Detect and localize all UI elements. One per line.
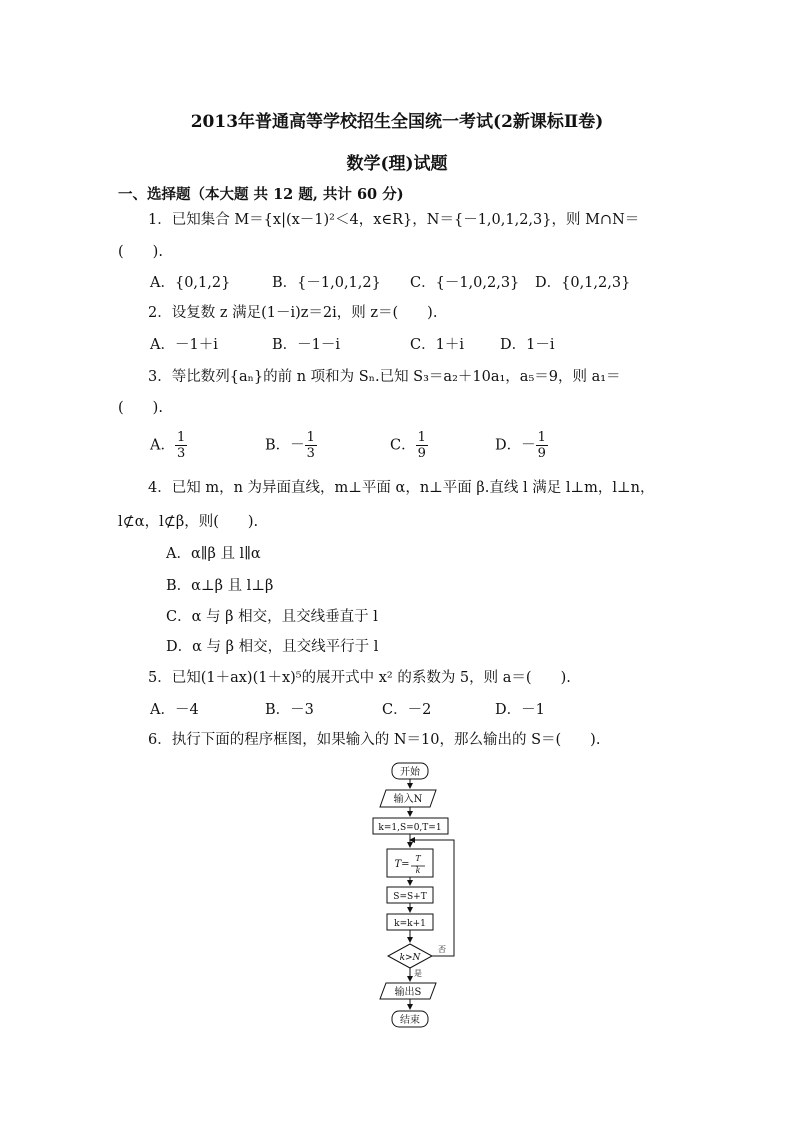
q1-option-c: C．{－1,0,2,3} xyxy=(410,275,520,291)
flow-t-num: T xyxy=(415,854,421,863)
flow-no-label: 否 xyxy=(438,945,446,954)
question-4-text: 4．已知 m，n 为异面直线，m⊥平面 α，n⊥平面 β.直线 l 满足 l⊥m，l⊥n， xyxy=(148,480,655,496)
q2-option-c: C．1＋i xyxy=(410,337,464,353)
q3-option-b-letter: B． xyxy=(265,437,291,454)
flow-s-label: S=S+T xyxy=(393,892,427,902)
flow-t-lhs: T= xyxy=(394,859,410,870)
q5-option-d: D．－1 xyxy=(495,702,545,718)
q3-option-b: B．－ $\frac{1}{3}$ xyxy=(265,430,315,461)
q3-option-c xyxy=(390,430,428,461)
q3-option-d-num: 1 xyxy=(537,430,546,445)
exam-title: 2013年普通高等学校招生全国统一考试(2新课标Ⅱ卷) xyxy=(190,112,604,132)
q5-option-a: A．－4 xyxy=(150,702,199,718)
q3-option-d: D．－ $\frac{1}{9}$ xyxy=(495,430,546,461)
q2-option-d: D．1－i xyxy=(500,337,555,353)
q1-option-a: A．{0,1,2} xyxy=(150,275,231,291)
q4-option-b: B．α⊥β 且 l⊥β xyxy=(166,578,274,594)
q3-option-a-num: 1 xyxy=(176,430,186,445)
q3-option-c-den: 9 xyxy=(417,446,426,461)
question-2-text: 2．设复数 z 满足(1－i)z＝2i，则 z＝( ). xyxy=(148,305,438,321)
q3-option-d-letter: D． xyxy=(495,437,522,454)
q3-option-b-den: 3 xyxy=(306,446,315,461)
q2-option-a: A．－1＋i xyxy=(150,337,218,353)
flow-start-label: 开始 xyxy=(400,767,420,778)
q3-option-d-den: 9 xyxy=(537,446,546,461)
section-heading: 一、选择题（本大题 共 12 题, 共计 60 分) xyxy=(118,186,404,203)
q4-option-d: D．α 与 β 相交，且交线平行于 l xyxy=(166,639,379,655)
q3-option-a-letter: A． xyxy=(150,437,175,454)
question-5-text: 5．已知(1＋ax)(1＋x)⁵的展开式中 x² 的系数为 5，则 a＝( ). xyxy=(148,670,571,686)
q4-option-c: C．α 与 β 相交，且交线垂直于 l xyxy=(166,609,378,625)
q3-option-c-num: 1 xyxy=(417,430,426,445)
q1-option-b: B．{－1,0,1,2} xyxy=(272,275,381,291)
flow-yes-label: 是 xyxy=(414,969,422,978)
question-3-paren: ( ). xyxy=(118,400,163,416)
q3-option-a xyxy=(150,430,187,461)
question-6-text: 6．执行下面的程序框图，如果输入的 N＝10，那么输出的 S＝( ). xyxy=(148,732,601,748)
q1-option-d: D．{0,1,2,3} xyxy=(535,275,631,291)
flow-input-label: 输入N xyxy=(393,794,423,805)
flow-init-label: k=1,S=0,T=1 xyxy=(378,823,442,833)
question-1-paren: ( ). xyxy=(118,244,163,260)
question-4-line2: l⊄α，l⊄β，则( ). xyxy=(118,514,259,530)
q5-option-b: B．－3 xyxy=(265,702,314,718)
flow-t-den: k xyxy=(415,866,421,875)
flow-output-label: 输出S xyxy=(394,987,422,998)
q3-option-c-letter: C． xyxy=(390,437,416,454)
flowchart xyxy=(360,755,500,1035)
flow-end-label: 结束 xyxy=(400,1015,420,1026)
q2-option-b: B．－1－i xyxy=(272,337,341,353)
q3-option-b-num: 1 xyxy=(306,430,315,445)
flow-k-label: k=k+1 xyxy=(394,919,426,929)
flow-decision-label: k>N xyxy=(399,953,421,963)
exam-subtitle: 数学(理)试题 xyxy=(346,154,448,174)
q5-option-c: C．－2 xyxy=(382,702,432,718)
q3-option-a-den: 3 xyxy=(176,446,186,461)
question-3-text: 3．等比数列{aₙ}的前 n 项和为 Sₙ.已知 S₃＝a₂＋10a₁，a₅＝9，则 a₁＝ xyxy=(148,369,621,385)
q4-option-a: A．α∥β 且 l∥α xyxy=(166,546,261,562)
question-1-text: 1．已知集合 M＝{x|(x－1)²＜4，x∈R}，N＝{－1,0,1,2,3}，则 M∩N＝ xyxy=(148,212,640,228)
